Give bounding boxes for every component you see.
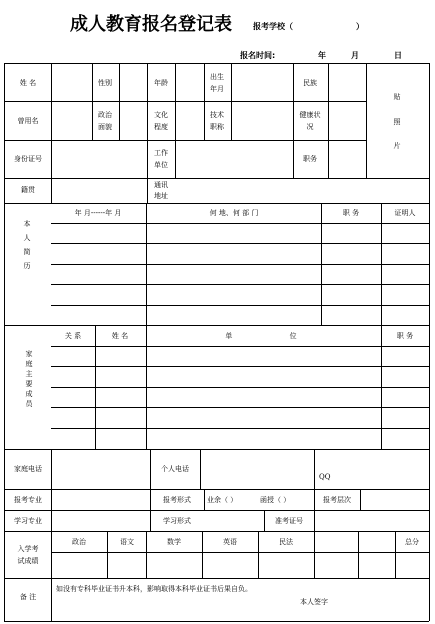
age-label: 年龄 bbox=[154, 79, 168, 87]
native-place-label: 籍贯 bbox=[21, 186, 35, 194]
score-total: 总分 bbox=[405, 538, 419, 546]
apply-form-label: 报考形式 bbox=[163, 496, 191, 504]
spare-time-option[interactable]: 业余（ ） bbox=[207, 496, 238, 504]
name-label: 姓 名 bbox=[19, 79, 37, 87]
photo-label-3: 片 bbox=[393, 142, 401, 150]
form-title: 成人教育报名登记表 bbox=[70, 14, 232, 35]
resume-col-witness: 证明人 bbox=[394, 209, 416, 217]
qq-label: QQ bbox=[319, 473, 331, 481]
address-label-1: 通讯 bbox=[154, 181, 168, 189]
resume-side-label: 本人简历 bbox=[23, 220, 31, 276]
study-form-label: 学习形式 bbox=[163, 517, 191, 525]
political-label-1: 政治 bbox=[98, 111, 112, 119]
work-unit-label-1: 工作 bbox=[154, 149, 168, 157]
correspondence-option[interactable]: 函授（ ） bbox=[260, 496, 291, 504]
gender-label: 性别 bbox=[98, 79, 112, 87]
birth-label-2: 年月 bbox=[210, 85, 224, 93]
school-label: 报考学校（ bbox=[253, 22, 293, 31]
resume-col-place: 何 地、何 部 门 bbox=[209, 209, 259, 217]
birth-label-1: 出生 bbox=[210, 73, 224, 81]
exam-number-label: 准考证号 bbox=[275, 517, 303, 525]
family-col-name: 姓 名 bbox=[111, 332, 129, 340]
resume-col-period: 年 月------年 月 bbox=[74, 209, 122, 217]
family-col-unit: 单 位 bbox=[225, 332, 297, 340]
score-subject-math: 数学 bbox=[167, 538, 181, 546]
score-subject-english: 英语 bbox=[223, 538, 237, 546]
resume-col-position: 职 务 bbox=[342, 209, 360, 217]
remarks-text: 如没有专科毕业证书升本科，影响取得本科毕业证书后果自负。 bbox=[56, 585, 252, 593]
position-label: 职务 bbox=[303, 155, 317, 163]
entrance-score-label-2: 试成绩 bbox=[17, 557, 39, 565]
tech-title-label-2: 职称 bbox=[210, 123, 224, 131]
family-col-relation: 关 系 bbox=[64, 332, 82, 340]
health-label-1: 健康状 bbox=[299, 111, 321, 119]
culture-label-2: 程度 bbox=[154, 123, 168, 131]
signature-label: 本人签字 bbox=[300, 598, 328, 606]
family-col-position: 职 务 bbox=[396, 332, 414, 340]
study-major-label: 学习专业 bbox=[14, 517, 42, 525]
home-phone-label: 家庭电话 bbox=[14, 465, 42, 473]
tech-title-label-1: 技术 bbox=[210, 111, 224, 119]
culture-label-1: 文化 bbox=[154, 111, 168, 119]
work-unit-label-2: 单位 bbox=[154, 161, 168, 169]
ethnic-label: 民族 bbox=[303, 79, 317, 87]
year-label: 年 bbox=[318, 51, 326, 60]
photo-label-2: 照 bbox=[393, 118, 401, 126]
score-subject-civil-law: 民法 bbox=[279, 538, 293, 546]
photo-label-1: 贴 bbox=[393, 93, 401, 101]
apply-level-label: 报考层次 bbox=[323, 496, 351, 504]
address-label-2: 地址 bbox=[154, 192, 168, 200]
school-close: ） bbox=[356, 22, 364, 31]
political-label-2: 面貌 bbox=[98, 123, 112, 131]
score-subject-chinese: 语文 bbox=[120, 538, 134, 546]
month-label: 月 bbox=[351, 51, 359, 60]
entrance-score-label-1: 入学考 bbox=[17, 545, 39, 553]
apply-major-label: 报考专业 bbox=[14, 496, 42, 504]
id-card-label: 身份证号 bbox=[14, 155, 42, 163]
remarks-label: 备 注 bbox=[19, 593, 37, 601]
family-side-label: 家庭主要成员 bbox=[25, 350, 33, 410]
day-label: 日 bbox=[394, 51, 402, 60]
score-subject-politics: 政治 bbox=[72, 538, 86, 546]
personal-phone-label: 个人电话 bbox=[161, 465, 189, 473]
health-label-2: 况 bbox=[306, 123, 314, 131]
former-name-label: 曾用名 bbox=[17, 117, 39, 125]
registration-time-label: 报名时间: bbox=[240, 51, 276, 60]
